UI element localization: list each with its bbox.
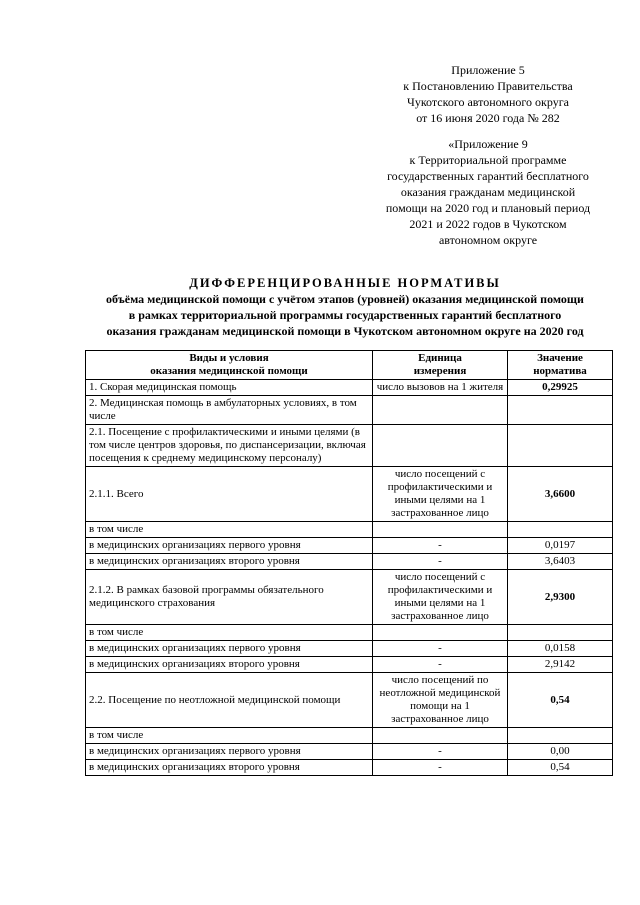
row-unit: число посещений с профилактическими и иными целями на 1 застрахованное лицо — [373, 467, 508, 522]
row-name: в том числе — [86, 625, 373, 641]
table-row — [86, 744, 613, 760]
header-value — [508, 351, 613, 380]
table-row — [86, 396, 613, 425]
row-unit: число посещений с профилактическими и иными целями на 1 застрахованное лицо — [373, 570, 508, 625]
table-row — [86, 554, 613, 570]
row-value: 2,9142 — [508, 657, 613, 673]
table-row — [86, 641, 613, 657]
appendix-9-line: оказания гражданам медицинской — [400, 185, 576, 199]
table-row — [86, 425, 613, 467]
row-unit: число вызовов на 1 жителя — [373, 380, 508, 396]
row-unit: - — [373, 538, 508, 554]
row-unit — [373, 425, 508, 467]
row-value — [508, 425, 613, 467]
appendix-9-line: государственных гарантий бесплатного — [387, 169, 589, 183]
row-unit: - — [373, 657, 508, 673]
title-main: ДИФФЕРЕНЦИРОВАННЫЕ НОРМАТИВЫ — [189, 276, 501, 290]
appendix-9-header — [368, 136, 608, 248]
appendix-5-line: Приложение 5 — [451, 63, 525, 77]
appendix-9-line: 2021 и 2022 годов в Чукотском — [409, 217, 567, 231]
row-name: в медицинских организациях первого уровня — [86, 538, 373, 554]
header-unit-line: измерения — [413, 365, 467, 377]
header-kinds — [86, 351, 373, 380]
title-subtitle-line: в рамках территориальной программы государственных гарантий бесплатного — [128, 308, 562, 322]
appendix-5-line: к Постановлению Правительства — [403, 79, 573, 93]
row-name: 2.1. Посещение с профилактическими и иными целями (в том числе центров здоровья, по диспансеризации, включая посещения к среднему медицинскому персоналу) — [86, 425, 373, 467]
appendix-5-line: от 16 июня 2020 года № 282 — [416, 111, 560, 125]
header-unit-line: Единица — [418, 352, 462, 364]
header-value-line: Значение — [537, 352, 583, 364]
document-title — [80, 275, 610, 339]
table-row — [86, 728, 613, 744]
table-header-row — [86, 351, 613, 380]
appendix-9-line: «Приложение 9 — [448, 137, 528, 151]
row-name: 2. Медицинская помощь в амбулаторных условиях, в том числе — [86, 396, 373, 425]
row-value: 0,0158 — [508, 641, 613, 657]
table-row — [86, 673, 613, 728]
row-value — [508, 522, 613, 538]
row-name: в медицинских организациях второго уровня — [86, 760, 373, 776]
row-unit: - — [373, 554, 508, 570]
table-row — [86, 625, 613, 641]
table-row — [86, 657, 613, 673]
appendix-5-header — [368, 62, 608, 126]
row-value: 2,9300 — [508, 570, 613, 625]
table-row — [86, 522, 613, 538]
appendix-9-line: помощи на 2020 год и плановый период — [385, 201, 591, 215]
norms-table — [85, 350, 613, 776]
row-name: в медицинских организациях второго уровня — [86, 657, 373, 673]
row-unit — [373, 625, 508, 641]
row-unit: - — [373, 744, 508, 760]
row-value: 0,0197 — [508, 538, 613, 554]
row-value: 0,00 — [508, 744, 613, 760]
row-name: в том числе — [86, 728, 373, 744]
row-name: 1. Скорая медицинская помощь — [86, 380, 373, 396]
header-kinds-line: Виды и условия — [189, 352, 269, 364]
row-name: 2.1.1. Всего — [86, 467, 373, 522]
title-subtitle-line: объёма медицинской помощи с учётом этапов (уровней) оказания медицинской помощи — [106, 292, 584, 306]
table-row — [86, 760, 613, 776]
header-unit — [373, 351, 508, 380]
header-kinds-line: оказания медицинской помощи — [150, 365, 308, 377]
header-value-line: норматива — [533, 365, 587, 377]
row-unit: число посещений по неотложной медицинской помощи на 1 застрахованное лицо — [373, 673, 508, 728]
row-unit — [373, 728, 508, 744]
row-name: в медицинских организациях первого уровня — [86, 641, 373, 657]
row-value — [508, 728, 613, 744]
row-value — [508, 625, 613, 641]
row-value: 3,6600 — [508, 467, 613, 522]
row-value: 0,54 — [508, 760, 613, 776]
row-value: 0,29925 — [508, 380, 613, 396]
appendix-5-line: Чукотского автономного округа — [407, 95, 569, 109]
table-row — [86, 570, 613, 625]
appendix-9-line: автономном округе — [438, 233, 538, 247]
row-unit — [373, 396, 508, 425]
table-row — [86, 467, 613, 522]
table-row — [86, 538, 613, 554]
row-name: 2.1.2. В рамках базовой программы обязательного медицинского страхования — [86, 570, 373, 625]
row-value: 3,6403 — [508, 554, 613, 570]
row-unit — [373, 522, 508, 538]
table-row — [86, 380, 613, 396]
row-name: в том числе — [86, 522, 373, 538]
row-name: 2.2. Посещение по неотложной медицинской помощи — [86, 673, 373, 728]
row-unit: - — [373, 641, 508, 657]
row-value: 0,54 — [508, 673, 613, 728]
row-unit: - — [373, 760, 508, 776]
row-name: в медицинских организациях второго уровня — [86, 554, 373, 570]
row-value — [508, 396, 613, 425]
row-name: в медицинских организациях первого уровня — [86, 744, 373, 760]
appendix-9-line: к Территориальной программе — [409, 153, 567, 167]
title-subtitle-line: оказания гражданам медицинской помощи в Чукотском автономном округе на 2020 год — [106, 324, 584, 338]
